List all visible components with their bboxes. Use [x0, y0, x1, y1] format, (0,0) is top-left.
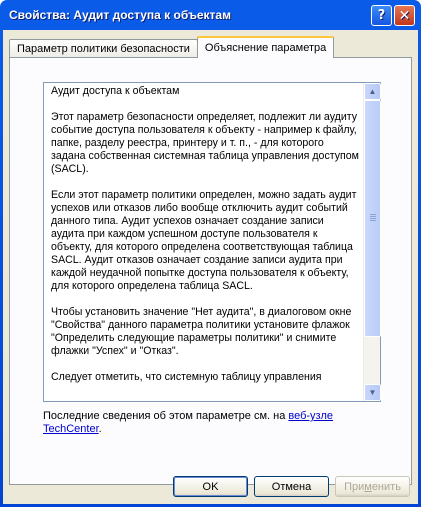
scroll-down-icon: ▼ — [368, 388, 377, 397]
explanation-textbox[interactable] — [43, 82, 381, 402]
techcenter-link[interactable]: веб-узле TechCenter — [43, 410, 334, 435]
scroll-down-button[interactable] — [364, 384, 381, 401]
dialog-client — [3, 30, 418, 504]
title-buttons — [371, 5, 415, 26]
dialog-buttons — [173, 476, 410, 497]
window-title: Свойства: Аудит доступа к объектам — [9, 8, 231, 22]
tab-panel — [9, 57, 412, 485]
tab-policy-setting[interactable]: Параметр политики безопасности — [9, 39, 198, 58]
grip-icon — [370, 214, 376, 222]
tab-strip — [9, 36, 333, 58]
explanation-text[interactable]: Аудит доступа к объектам Этот параметр безопасности определяет, подлежит ли аудиту событие доступа пользователя к объекту - например к файлу, папке, разделу реестра, принтеру и т. п., - для которого задана собственная системная таблица управления доступом (SACL). Если этот параметр политики определен, можно задать аудит успехов или отказов либо вообще отключить аудит событий данного типа. Аудит успехов означает создание записи аудита при каждом успешном доступе пользователя к объекту, для которого определена соответствующая таблица SACL. Аудит отказов означает создание записи аудита при каждой неудачной попытке доступа пользователя к объекту, для которого определена таблица SACL. Чтобы установить значение "Нет аудита", в диалоговом окне "Свойства" данного параметра политики установите флажок "Определить следующие параметры политики" и снимите флажки "Успех" и "Отказ". Следует отметить, что системную таблицу управления — [51, 85, 359, 383]
close-button[interactable] — [394, 5, 415, 26]
info-line — [43, 410, 383, 436]
close-icon: ✕ — [398, 7, 411, 24]
scroll-up-button[interactable] — [364, 83, 381, 100]
apply-label-pre: При — [344, 480, 365, 493]
info-suffix: . — [98, 423, 102, 435]
tab-explain[interactable]: Объяснение параметра — [197, 36, 334, 58]
info-text: Последние сведения об этом параметре см. на — [43, 410, 289, 422]
help-button[interactable] — [371, 5, 392, 26]
apply-button[interactable] — [335, 476, 410, 497]
scroll-thumb[interactable] — [364, 100, 381, 337]
vertical-scrollbar[interactable] — [363, 83, 380, 401]
title-bar[interactable] — [3, 0, 418, 30]
apply-label-accel: м — [364, 480, 372, 493]
cancel-button[interactable]: Отмена — [254, 476, 329, 497]
scroll-up-icon: ▲ — [368, 87, 377, 96]
apply-label-post: енить — [371, 480, 401, 493]
help-icon: ? — [377, 8, 386, 23]
ok-button[interactable]: OK — [173, 476, 248, 497]
